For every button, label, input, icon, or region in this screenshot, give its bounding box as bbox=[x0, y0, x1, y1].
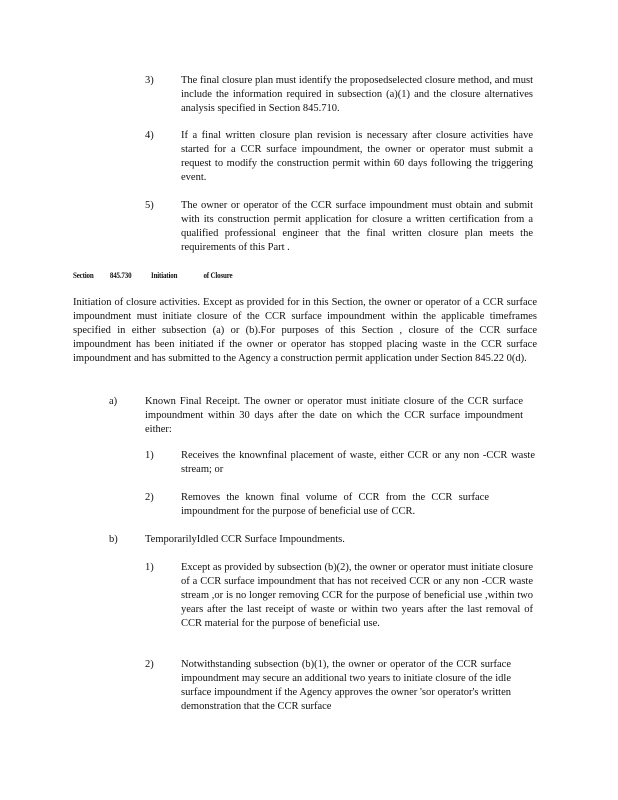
section-heading bbox=[73, 268, 232, 282]
subsection-label: b) bbox=[109, 534, 118, 545]
item-number: 2) bbox=[145, 659, 154, 670]
subsection-text: TemporarilyIdled CCR Surface Impoundments. bbox=[145, 534, 345, 545]
item-text: If a final written closure plan revision is necessary after closure activities have started for a CCR surface impoundment, the owner or operator must submit a request to modify the construction permit within 60 days following the triggering event. bbox=[181, 130, 533, 183]
item-text: Removes the known final volume of CCR from the CCR surface impoundment for the purpose of beneficial use of CCR. bbox=[181, 492, 489, 517]
subsection-text: Known Final Receipt. The owner or operator must initiate closure of the CCR surface impoundment within 30 days after the date on which the CCR surface impoundment either: bbox=[145, 396, 523, 435]
item-text: Except as provided by subsection (b)(2), the owner or operator must initiate closure of a CCR surface impoundment that has not received CCR or any non -CCR waste stream ,or is no longer removing CCR for the purpose of beneficial use ,within two years after the last receipt of waste or within two years after the last removal of CCR material for the purpose of beneficial use. bbox=[181, 562, 533, 629]
section-title-part: of Closure bbox=[203, 270, 233, 280]
item-number: 1) bbox=[145, 562, 154, 573]
intro-paragraph: Initiation of closure activities. Except as provided for in this Section, the owner or operator of a CCR surface impoundment must initiate closure of the CCR surface impoundment within the applicable timeframes specified in either subsection (a) or (b).For purposes of this Section , closure of the CCR surface impoundment has been initiated if the owner or operator has stopped placing waste in the CCR surface impoundment and has submitted to the Agency a construction permit application under Section 845.22 0(d). bbox=[73, 297, 537, 364]
item-text: Receives the knownfinal placement of waste, either CCR or any non -CCR waste stream; or bbox=[181, 450, 535, 475]
section-number: 845.730 bbox=[109, 270, 132, 280]
item-number: 3) bbox=[145, 75, 154, 86]
item-number: 1) bbox=[145, 450, 154, 461]
subsection-label: a) bbox=[109, 396, 118, 407]
item-text: The final closure plan must identify the proposedselected closure method, and must include the information required in subsection (a)(1) and the closure alternatives analysis specified in Section 845.710. bbox=[181, 75, 533, 114]
item-text: Notwithstanding subsection (b)(1), the owner or operator of the CCR surface impoundment may secure an additional two years to initiate closure of the idle surface impoundment if the Agency approves the owner 'sor operator's written demonstration that the CCR surface bbox=[181, 659, 511, 712]
section-title-part: Initiation bbox=[151, 270, 178, 280]
item-number: 5) bbox=[145, 200, 154, 211]
section-label: Section bbox=[73, 270, 94, 280]
item-number: 4) bbox=[145, 130, 154, 141]
item-text: The owner or operator of the CCR surface impoundment must obtain and submit with its construction permit application for closure a written certification from a qualified professional engineer that the final written closure plan meets the requirements of this Part . bbox=[181, 200, 533, 253]
item-number: 2) bbox=[145, 492, 154, 503]
